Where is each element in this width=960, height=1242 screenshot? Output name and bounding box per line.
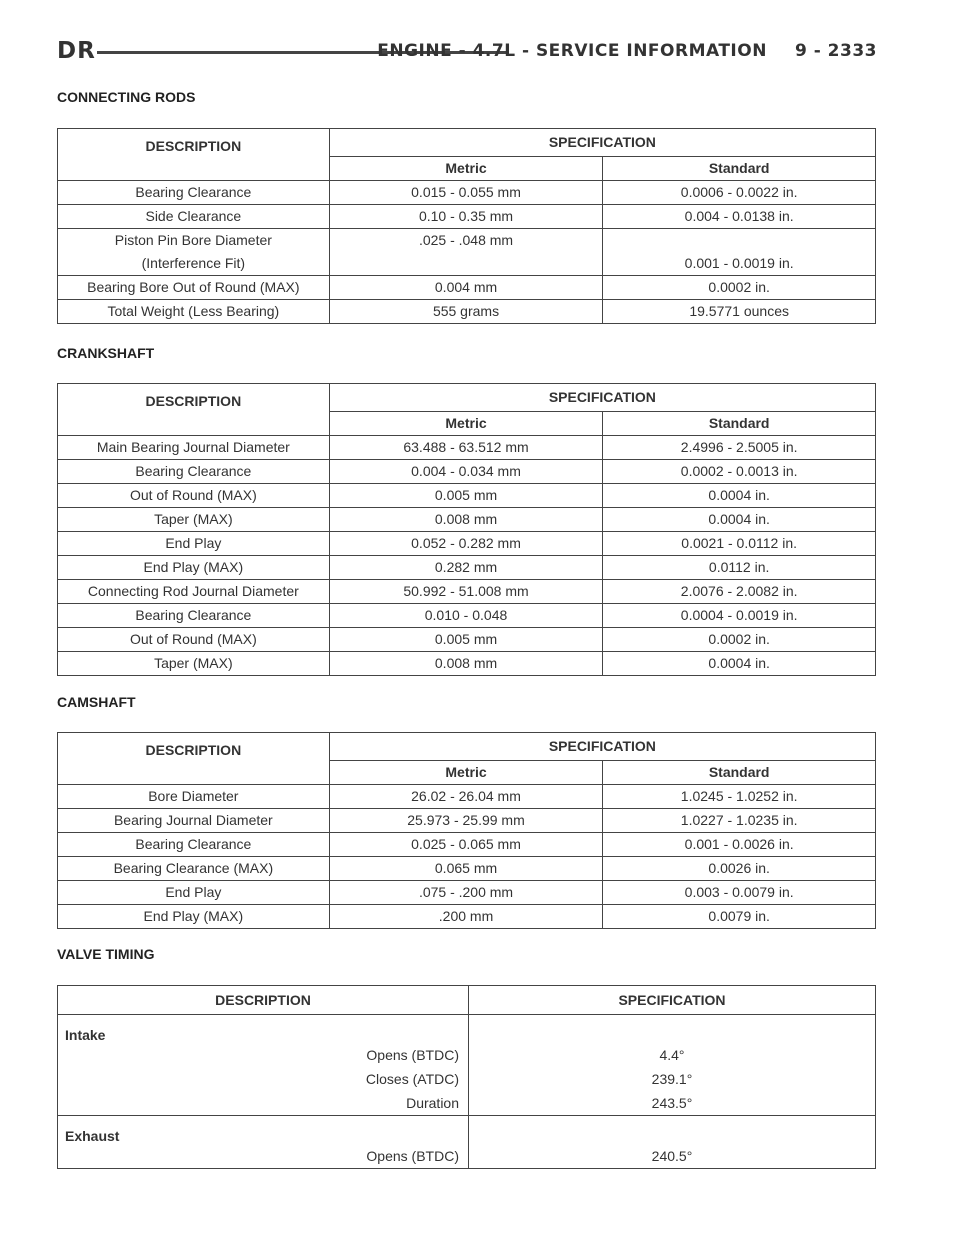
cell-metric: 0.282 mm: [329, 556, 603, 580]
cell-specification: 243.5°: [469, 1091, 876, 1116]
camshaft-table: [57, 732, 876, 929]
connecting-rods-table: [57, 128, 876, 324]
table-row: [58, 252, 876, 276]
col-header-standard: Standard: [603, 761, 876, 785]
col-header-description: DESCRIPTION: [58, 129, 330, 181]
header-title-block: [377, 41, 877, 61]
table-row: [58, 1144, 876, 1169]
table-row: [58, 181, 876, 205]
cell-standard: 0.0004 in.: [603, 652, 876, 676]
cell-metric: 63.488 - 63.512 mm: [329, 436, 603, 460]
cell-metric: .200 mm: [329, 905, 603, 929]
section-title-valve-timing: VALVE TIMING: [57, 946, 155, 962]
cell-standard: 0.0004 in.: [603, 508, 876, 532]
col-header-metric: Metric: [329, 412, 603, 436]
col-header-specification: SPECIFICATION: [329, 129, 875, 157]
table-row: [58, 229, 876, 253]
cell-metric: 0.10 - 0.35 mm: [329, 205, 603, 229]
cell-standard: 0.0004 in.: [603, 484, 876, 508]
table-row: [58, 652, 876, 676]
table-row: [58, 905, 876, 929]
group-row-exhaust: [58, 1116, 876, 1145]
table-row: [58, 857, 876, 881]
group-label-intake: Intake: [58, 1015, 469, 1044]
cell-description: Connecting Rod Journal Diameter: [58, 580, 330, 604]
table-row: [58, 508, 876, 532]
section-title-crankshaft: CRANKSHAFT: [57, 345, 155, 361]
table-row: [58, 532, 876, 556]
cell-standard: 1.0227 - 1.0235 in.: [603, 809, 876, 833]
page-number: 9 - 2333: [794, 41, 877, 61]
table-row: [58, 1043, 876, 1067]
cell-standard: 0.0026 in.: [603, 857, 876, 881]
table-row: [58, 1067, 876, 1091]
cell-metric: 0.052 - 0.282 mm: [329, 532, 603, 556]
cell-description: Bearing Clearance: [58, 181, 330, 205]
col-header-description: DESCRIPTION: [58, 384, 330, 436]
table-row: [58, 604, 876, 628]
cell-description: End Play (MAX): [58, 556, 330, 580]
cell-metric: 50.992 - 51.008 mm: [329, 580, 603, 604]
cell-standard: 1.0245 - 1.0252 in.: [603, 785, 876, 809]
cell-metric: 0.065 mm: [329, 857, 603, 881]
cell-metric: 0.015 - 0.055 mm: [329, 181, 603, 205]
cell-description: Bore Diameter: [58, 785, 330, 809]
col-header-metric: Metric: [329, 157, 603, 181]
group-label-exhaust: Exhaust: [58, 1116, 469, 1145]
cell-description: Out of Round (MAX): [58, 628, 330, 652]
cell-standard: [603, 229, 876, 253]
table-row: [58, 436, 876, 460]
table-row: [58, 484, 876, 508]
table-row: [58, 833, 876, 857]
table-row: [58, 1091, 876, 1116]
cell-standard: 0.0079 in.: [603, 905, 876, 929]
cell-description: Opens (BTDC): [58, 1144, 469, 1169]
table-row: [58, 460, 876, 484]
group-row-intake: [58, 1015, 876, 1044]
cell-description: Bearing Clearance (MAX): [58, 857, 330, 881]
cell-metric: 0.004 mm: [329, 276, 603, 300]
cell-standard: 0.0002 in.: [603, 276, 876, 300]
cell-description: Bearing Clearance: [58, 604, 330, 628]
cell-standard: 0.001 - 0.0019 in.: [603, 252, 876, 276]
cell-specification: 240.5°: [469, 1144, 876, 1169]
table-row: [58, 785, 876, 809]
cell-standard: 0.004 - 0.0138 in.: [603, 205, 876, 229]
table-row: [58, 300, 876, 324]
table-row: [58, 580, 876, 604]
cell-standard: 2.4996 - 2.5005 in.: [603, 436, 876, 460]
col-header-specification: SPECIFICATION: [469, 986, 876, 1015]
cell-description: End Play (MAX): [58, 905, 330, 929]
cell-metric: .075 - .200 mm: [329, 881, 603, 905]
col-header-specification: SPECIFICATION: [329, 384, 875, 412]
col-header-metric: Metric: [329, 761, 603, 785]
table-row: [58, 556, 876, 580]
page-header: [57, 38, 877, 66]
cell-description: Bearing Bore Out of Round (MAX): [58, 276, 330, 300]
cell-standard: 0.001 - 0.0026 in.: [603, 833, 876, 857]
cell-standard: 0.0112 in.: [603, 556, 876, 580]
col-header-standard: Standard: [603, 412, 876, 436]
cell-metric: 26.02 - 26.04 mm: [329, 785, 603, 809]
cell-description: (Interference Fit): [58, 252, 330, 276]
cell-metric: 0.008 mm: [329, 652, 603, 676]
cell-description: Bearing Clearance: [58, 833, 330, 857]
cell-description: Opens (BTDC): [58, 1043, 469, 1067]
cell-metric: [329, 252, 603, 276]
cell-description: Bearing Journal Diameter: [58, 809, 330, 833]
valve-timing-table: [57, 985, 876, 1169]
col-header-standard: Standard: [603, 157, 876, 181]
header-model-code: DR: [57, 38, 96, 64]
cell-description: Bearing Clearance: [58, 460, 330, 484]
header-title: ENGINE - 4.7L - SERVICE INFORMATION: [377, 41, 767, 61]
table-row: [58, 628, 876, 652]
cell-metric: 0.004 - 0.034 mm: [329, 460, 603, 484]
col-header-specification: SPECIFICATION: [329, 733, 875, 761]
cell-specification: 239.1°: [469, 1067, 876, 1091]
cell-specification: 4.4°: [469, 1043, 876, 1067]
cell-metric: 555 grams: [329, 300, 603, 324]
cell-description: Main Bearing Journal Diameter: [58, 436, 330, 460]
col-header-description: DESCRIPTION: [58, 986, 469, 1015]
section-title-connecting-rods: CONNECTING RODS: [57, 89, 196, 105]
cell-metric: 0.010 - 0.048: [329, 604, 603, 628]
cell-standard: 0.003 - 0.0079 in.: [603, 881, 876, 905]
cell-metric: 0.005 mm: [329, 628, 603, 652]
cell-standard: 0.0006 - 0.0022 in.: [603, 181, 876, 205]
table-row: [58, 205, 876, 229]
cell-metric: 25.973 - 25.99 mm: [329, 809, 603, 833]
cell-metric: .025 - .048 mm: [329, 229, 603, 253]
section-title-camshaft: CAMSHAFT: [57, 694, 136, 710]
cell-description: End Play: [58, 881, 330, 905]
cell-description: Closes (ATDC): [58, 1067, 469, 1091]
cell-standard: 2.0076 - 2.0082 in.: [603, 580, 876, 604]
cell-description: Side Clearance: [58, 205, 330, 229]
table-row: [58, 809, 876, 833]
cell-standard: 0.0002 - 0.0013 in.: [603, 460, 876, 484]
cell-description: Taper (MAX): [58, 652, 330, 676]
cell-description: Duration: [58, 1091, 469, 1116]
cell-metric: 0.025 - 0.065 mm: [329, 833, 603, 857]
cell-metric: 0.005 mm: [329, 484, 603, 508]
col-header-description: DESCRIPTION: [58, 733, 330, 785]
table-row: [58, 881, 876, 905]
cell-standard: 0.0021 - 0.0112 in.: [603, 532, 876, 556]
cell-standard: 19.5771 ounces: [603, 300, 876, 324]
cell-metric: 0.008 mm: [329, 508, 603, 532]
cell-standard: 0.0002 in.: [603, 628, 876, 652]
crankshaft-table: [57, 383, 876, 676]
cell-description: Taper (MAX): [58, 508, 330, 532]
cell-standard: 0.0004 - 0.0019 in.: [603, 604, 876, 628]
cell-description: Total Weight (Less Bearing): [58, 300, 330, 324]
cell-description: Piston Pin Bore Diameter: [58, 229, 330, 253]
cell-description: Out of Round (MAX): [58, 484, 330, 508]
cell-description: End Play: [58, 532, 330, 556]
table-row: [58, 276, 876, 300]
